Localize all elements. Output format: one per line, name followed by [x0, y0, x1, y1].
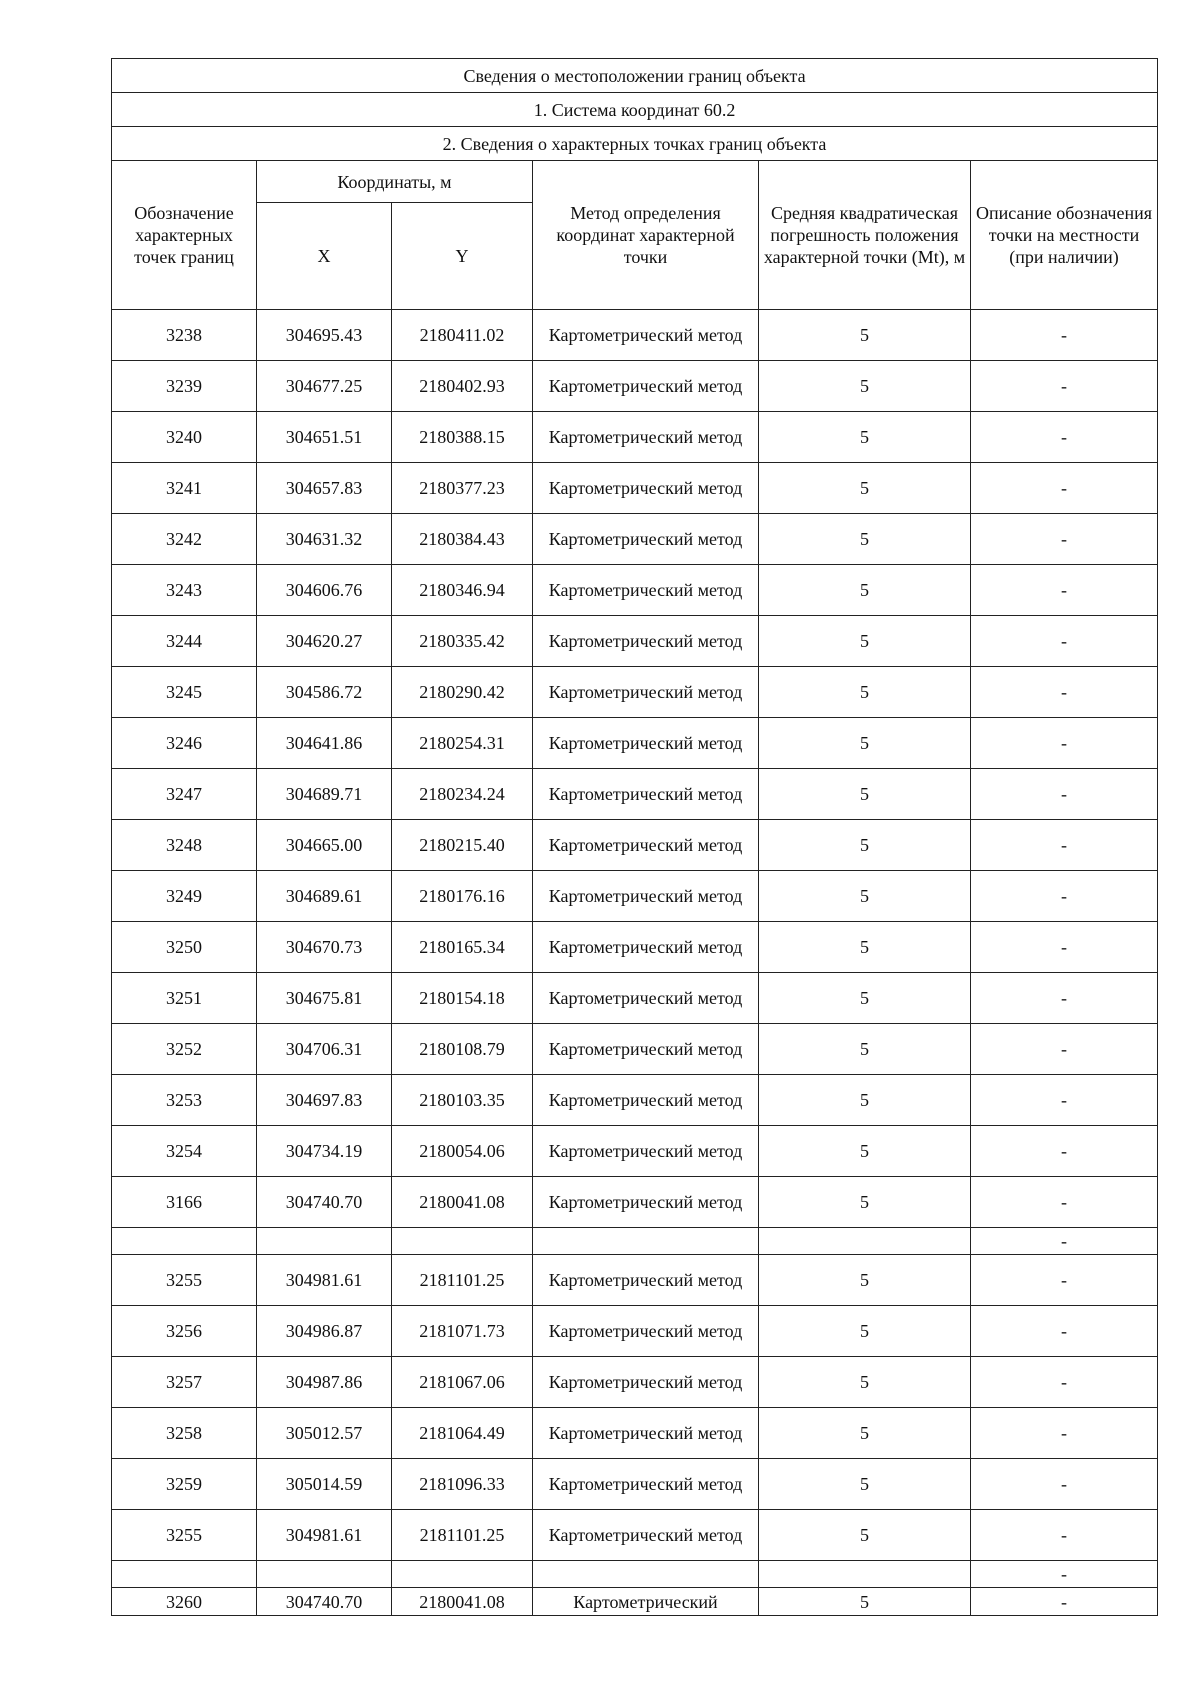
table-row — [112, 1255, 1158, 1306]
table-row — [112, 463, 1158, 514]
cell-description: - — [971, 1306, 1158, 1357]
cell-description: - — [971, 412, 1158, 463]
cell-y: 2181101.25 — [392, 1255, 533, 1306]
table-row — [112, 565, 1158, 616]
cell-point: 3254 — [112, 1126, 257, 1177]
table-row — [112, 667, 1158, 718]
cell-x — [257, 1228, 392, 1255]
cell-description: - — [971, 667, 1158, 718]
cell-y: 2180041.08 — [392, 1588, 533, 1616]
cell-error: 5 — [759, 565, 971, 616]
table-row — [112, 871, 1158, 922]
cell-x: 304657.83 — [257, 463, 392, 514]
cell-point: 3260 — [112, 1588, 257, 1616]
cell-description: - — [971, 1024, 1158, 1075]
cell-method: Картометрический метод — [533, 769, 759, 820]
cell-error: 5 — [759, 514, 971, 565]
cell-method: Картометрический метод — [533, 616, 759, 667]
cell-error: 5 — [759, 922, 971, 973]
header-y: Y — [392, 203, 533, 310]
cell-y: 2180335.42 — [392, 616, 533, 667]
cell-x: 304689.71 — [257, 769, 392, 820]
cell-description: - — [971, 1126, 1158, 1177]
cell-method: Картометрический метод — [533, 463, 759, 514]
cell-error: 5 — [759, 1357, 971, 1408]
cell-description: - — [971, 820, 1158, 871]
cell-method: Картометрический метод — [533, 1510, 759, 1561]
cell-y: 2181064.49 — [392, 1408, 533, 1459]
cell-point: 3258 — [112, 1408, 257, 1459]
cell-point: 3243 — [112, 565, 257, 616]
cell-method: Картометрический метод — [533, 1177, 759, 1228]
cell-y: 2180215.40 — [392, 820, 533, 871]
cell-point: 3249 — [112, 871, 257, 922]
cell-description: - — [971, 616, 1158, 667]
cell-point: 3244 — [112, 616, 257, 667]
cell-error: 5 — [759, 310, 971, 361]
cell-error: 5 — [759, 1306, 971, 1357]
cell-y: 2180377.23 — [392, 463, 533, 514]
table-row — [112, 412, 1158, 463]
cell-method: Картометрический метод — [533, 310, 759, 361]
cell-y: 2180103.35 — [392, 1075, 533, 1126]
cell-error: 5 — [759, 973, 971, 1024]
cell-x: 304706.31 — [257, 1024, 392, 1075]
header-point: Обозначение характерных точек границ — [112, 161, 257, 310]
cell-error: 5 — [759, 769, 971, 820]
cell-description: - — [971, 1459, 1158, 1510]
cell-x: 305012.57 — [257, 1408, 392, 1459]
cell-description: - — [971, 769, 1158, 820]
cell-error: 5 — [759, 412, 971, 463]
cell-method: Картометрический метод — [533, 412, 759, 463]
cell-method: Картометрический метод — [533, 1126, 759, 1177]
table-body — [112, 310, 1158, 1616]
table-row — [112, 1126, 1158, 1177]
cell-point: 3247 — [112, 769, 257, 820]
table-row — [112, 514, 1158, 565]
cell-y: 2180388.15 — [392, 412, 533, 463]
cell-method: Картометрический метод — [533, 922, 759, 973]
cell-x — [257, 1561, 392, 1588]
cell-description: - — [971, 1561, 1158, 1588]
cell-x: 304697.83 — [257, 1075, 392, 1126]
header-x: X — [257, 203, 392, 310]
cell-x: 304734.19 — [257, 1126, 392, 1177]
cell-description: - — [971, 1357, 1158, 1408]
cell-method: Картометрический метод — [533, 361, 759, 412]
table-row — [112, 1357, 1158, 1408]
cell-y: 2180108.79 — [392, 1024, 533, 1075]
cell-description: - — [971, 1408, 1158, 1459]
cell-method — [533, 1228, 759, 1255]
cell-method: Картометрический метод — [533, 871, 759, 922]
cell-y: 2181101.25 — [392, 1510, 533, 1561]
cell-error: 5 — [759, 616, 971, 667]
cell-method: Картометрический метод — [533, 1306, 759, 1357]
cell-x: 304675.81 — [257, 973, 392, 1024]
table-row — [112, 922, 1158, 973]
table-row — [112, 1459, 1158, 1510]
cell-method: Картометрический метод — [533, 1357, 759, 1408]
cell-error: 5 — [759, 1024, 971, 1075]
cell-point — [112, 1561, 257, 1588]
cell-y: 2180154.18 — [392, 973, 533, 1024]
table-row — [112, 1024, 1158, 1075]
cell-error — [759, 1561, 971, 1588]
cell-method: Картометрический метод — [533, 820, 759, 871]
cell-description: - — [971, 1228, 1158, 1255]
section-title: 2. Сведения о характерных точках границ объекта — [112, 127, 1158, 161]
cell-error: 5 — [759, 463, 971, 514]
cell-description: - — [971, 1255, 1158, 1306]
cell-y: 2180041.08 — [392, 1177, 533, 1228]
cell-method — [533, 1561, 759, 1588]
cell-point: 3259 — [112, 1459, 257, 1510]
table-row — [112, 361, 1158, 412]
cell-method: Картометрический метод — [533, 667, 759, 718]
cell-x: 304641.86 — [257, 718, 392, 769]
cell-y: 2180254.31 — [392, 718, 533, 769]
cell-method: Картометрический метод — [533, 973, 759, 1024]
cell-error: 5 — [759, 361, 971, 412]
table-row — [112, 1306, 1158, 1357]
cell-x: 304651.51 — [257, 412, 392, 463]
coordinate-system-title: 1. Система координат 60.2 — [112, 93, 1158, 127]
cell-x: 304606.76 — [257, 565, 392, 616]
cell-point: 3250 — [112, 922, 257, 973]
cell-y: 2180054.06 — [392, 1126, 533, 1177]
cell-method: Картометрический — [533, 1588, 759, 1616]
table-row — [112, 1561, 1158, 1588]
cell-description: - — [971, 1510, 1158, 1561]
table-row — [112, 973, 1158, 1024]
cell-error: 5 — [759, 1408, 971, 1459]
cell-error: 5 — [759, 1075, 971, 1126]
cell-error: 5 — [759, 1126, 971, 1177]
header-description: Описание обозначения точки на местности (при наличии) — [971, 161, 1158, 310]
cell-description: - — [971, 1075, 1158, 1126]
cell-x: 305014.59 — [257, 1459, 392, 1510]
cell-error: 5 — [759, 1255, 971, 1306]
cell-description: - — [971, 1588, 1158, 1616]
cell-error: 5 — [759, 718, 971, 769]
cell-point: 3246 — [112, 718, 257, 769]
cell-y: 2181067.06 — [392, 1357, 533, 1408]
cell-x: 304986.87 — [257, 1306, 392, 1357]
table-row — [112, 1177, 1158, 1228]
cell-x: 304620.27 — [257, 616, 392, 667]
cell-x: 304677.25 — [257, 361, 392, 412]
cell-y: 2180165.34 — [392, 922, 533, 973]
table-row — [112, 769, 1158, 820]
cell-error: 5 — [759, 1177, 971, 1228]
cell-x: 304987.86 — [257, 1357, 392, 1408]
table-row — [112, 310, 1158, 361]
cell-point: 3248 — [112, 820, 257, 871]
cell-description: - — [971, 361, 1158, 412]
cell-y: 2180346.94 — [392, 565, 533, 616]
cell-point: 3257 — [112, 1357, 257, 1408]
table-row — [112, 1075, 1158, 1126]
cell-point: 3245 — [112, 667, 257, 718]
cell-y: 2180411.02 — [392, 310, 533, 361]
cell-point: 3239 — [112, 361, 257, 412]
table-title: Сведения о местоположении границ объекта — [112, 59, 1158, 93]
cell-error: 5 — [759, 1510, 971, 1561]
cell-point: 3240 — [112, 412, 257, 463]
cell-point: 3256 — [112, 1306, 257, 1357]
cell-y: 2180290.42 — [392, 667, 533, 718]
cell-description: - — [971, 310, 1158, 361]
cell-method: Картометрический метод — [533, 565, 759, 616]
cell-y — [392, 1561, 533, 1588]
cell-description: - — [971, 514, 1158, 565]
cell-description: - — [971, 1177, 1158, 1228]
header-error: Средняя квадратическая погрешность положения характерной точки (Mt), м — [759, 161, 971, 310]
cell-point — [112, 1228, 257, 1255]
cell-method: Картометрический метод — [533, 1024, 759, 1075]
cell-x: 304586.72 — [257, 667, 392, 718]
cell-error — [759, 1228, 971, 1255]
cell-y: 2180384.43 — [392, 514, 533, 565]
cell-description: - — [971, 565, 1158, 616]
cell-x: 304740.70 — [257, 1177, 392, 1228]
cell-y — [392, 1228, 533, 1255]
table-row — [112, 1588, 1158, 1616]
cell-error: 5 — [759, 667, 971, 718]
cell-method: Картометрический метод — [533, 1075, 759, 1126]
table-row — [112, 1510, 1158, 1561]
cell-point: 3241 — [112, 463, 257, 514]
cell-x: 304670.73 — [257, 922, 392, 973]
cell-y: 2180234.24 — [392, 769, 533, 820]
cell-point: 3242 — [112, 514, 257, 565]
table-row — [112, 1228, 1158, 1255]
cell-y: 2180176.16 — [392, 871, 533, 922]
cell-point: 3251 — [112, 973, 257, 1024]
cell-x: 304631.32 — [257, 514, 392, 565]
cell-x: 304981.61 — [257, 1255, 392, 1306]
cell-error: 5 — [759, 1588, 971, 1616]
cell-y: 2181096.33 — [392, 1459, 533, 1510]
cell-x: 304740.70 — [257, 1588, 392, 1616]
cell-method: Картометрический метод — [533, 718, 759, 769]
cell-x: 304695.43 — [257, 310, 392, 361]
cell-y: 2180402.93 — [392, 361, 533, 412]
cell-x: 304981.61 — [257, 1510, 392, 1561]
cell-point: 3255 — [112, 1510, 257, 1561]
cell-error: 5 — [759, 1459, 971, 1510]
cell-y: 2181071.73 — [392, 1306, 533, 1357]
table-row — [112, 820, 1158, 871]
cell-x: 304689.61 — [257, 871, 392, 922]
cell-error: 5 — [759, 871, 971, 922]
cell-description: - — [971, 718, 1158, 769]
cell-description: - — [971, 463, 1158, 514]
cell-method: Картометрический метод — [533, 514, 759, 565]
cell-description: - — [971, 973, 1158, 1024]
cell-description: - — [971, 871, 1158, 922]
boundary-points-table — [111, 58, 1158, 1616]
table-row — [112, 718, 1158, 769]
cell-error: 5 — [759, 820, 971, 871]
cell-point: 3166 — [112, 1177, 257, 1228]
cell-method: Картометрический метод — [533, 1255, 759, 1306]
header-coords: Координаты, м — [257, 161, 533, 203]
cell-description: - — [971, 922, 1158, 973]
table-row — [112, 616, 1158, 667]
cell-x: 304665.00 — [257, 820, 392, 871]
cell-point: 3238 — [112, 310, 257, 361]
table-row — [112, 1408, 1158, 1459]
cell-method: Картометрический метод — [533, 1408, 759, 1459]
cell-point: 3252 — [112, 1024, 257, 1075]
cell-method: Картометрический метод — [533, 1459, 759, 1510]
cell-point: 3253 — [112, 1075, 257, 1126]
header-method: Метод определения координат характерной точки — [533, 161, 759, 310]
cell-point: 3255 — [112, 1255, 257, 1306]
